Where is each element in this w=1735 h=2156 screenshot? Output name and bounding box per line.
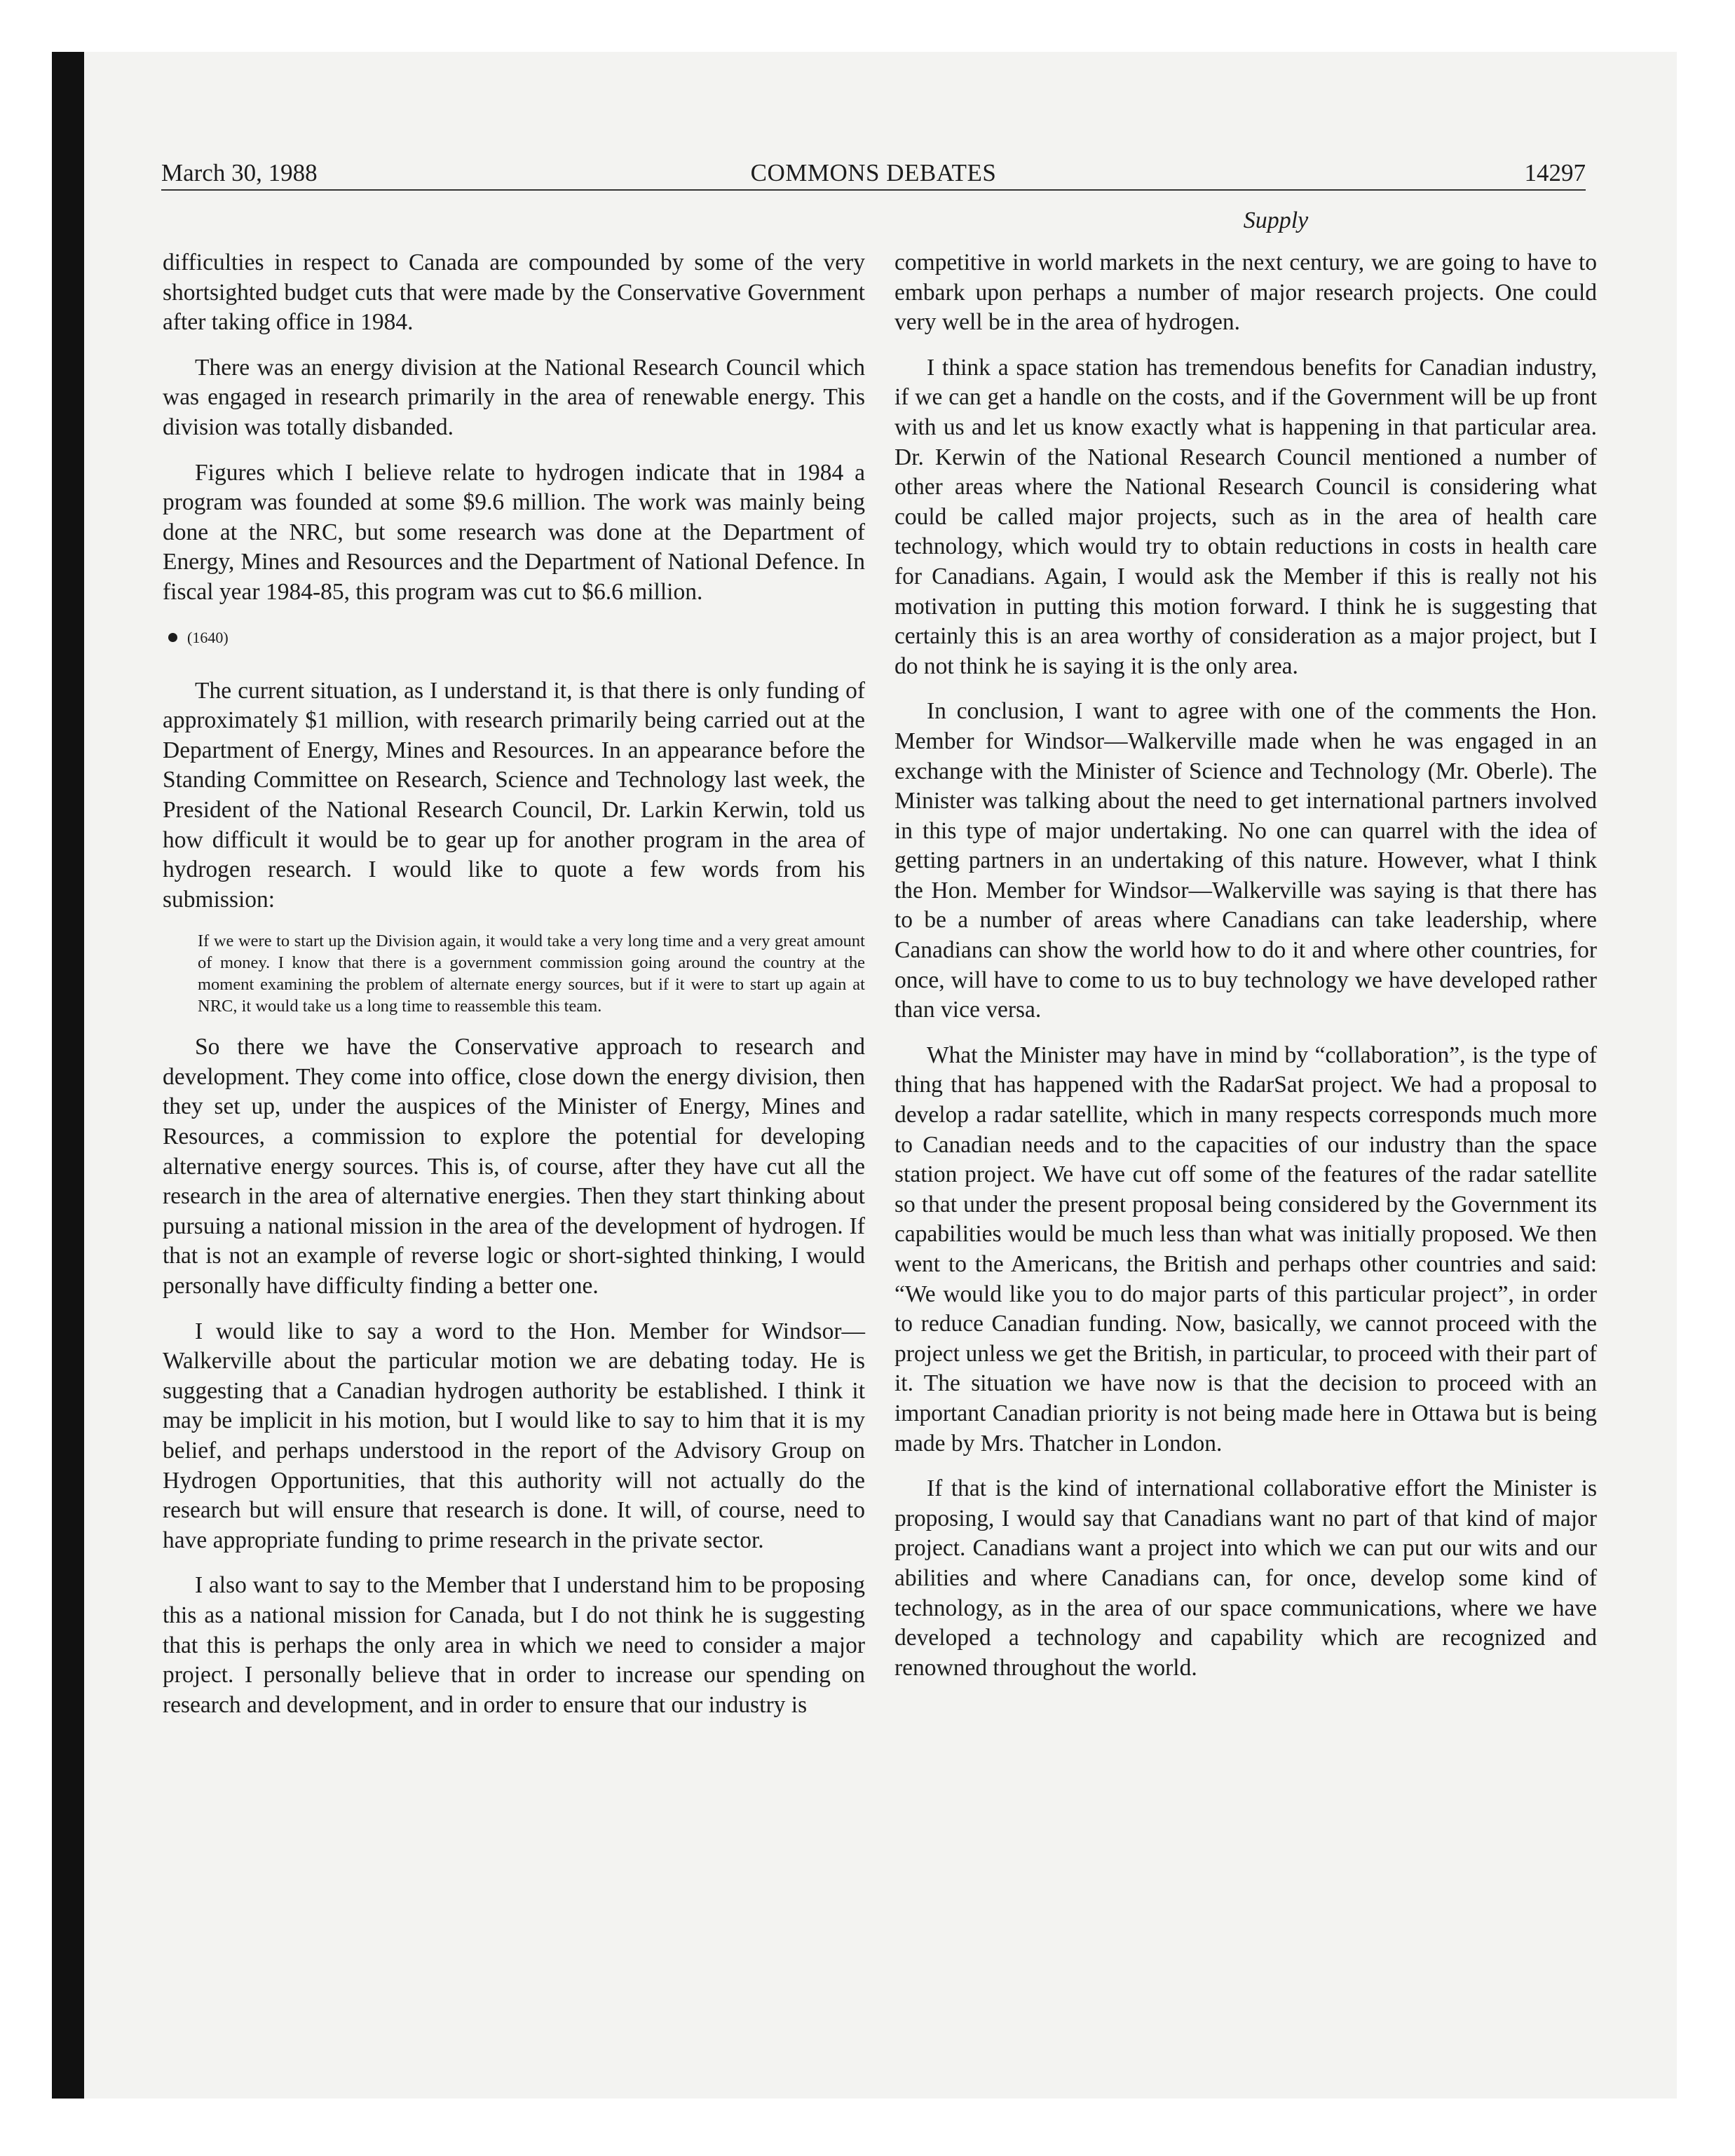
- paragraph: In conclusion, I want to agree with one of the comments the Hon. Member for Windsor—Walkerville made when he was engaged in an exchange with the Minister of Science and Technology (Mr. Oberle). The Minister was talking about the need to get international partners involved in this type of major undertaking. No one can quarrel with the idea of getting partners in an undertaking of this nature. However, what I think the Hon. Member for Windsor—Walkerville was saying is that there has to be a number of areas where Canadians can take leadership, where Canadians can show the world how to do it and where other countries, for once, will have to come to us to buy technology we have developed rather than vice versa.: [894, 698, 1597, 1023]
- quote-text: If we were to start up the Division again, it would take a very long time and a very great amount of money. I know that there is a government commission going around the country at the moment examining the problem of alternate energy sources, but if it were to start up again at NRC, it would take us a long time to reassemble this team.: [198, 932, 865, 1016]
- paragraph: So there we have the Conservative approach to research and development. They come into office, close down the energy division, then they set up, under the auspices of the Minister of Energy, Mines and Resources, a commission to explore the potential for developing alternative energy sources. This is, of course, after they have cut all the research in the area of alternative energies. Then they start thinking about pursuing a national mission in the area of the development of hydrogen. If that is not an example of reverse logic or short-sighted thinking, I would personally have difficulty finding a better one.: [163, 1034, 865, 1299]
- paragraph: I would like to say a word to the Hon. Member for Windsor—Walkerville about the particular motion we are debating today. He is suggesting that a Canadian hydrogen authority be established. I think it may be implicit in his motion, but I would like to say to him that it is my belief, and perhaps understood in the report of the Advisory Group on Hydrogen Opportunities, that this authority will not actually do the research but will ensure that research is done. It will, of course, need to have appropriate funding to prime research in the private sector.: [163, 1318, 865, 1553]
- section-title: Supply: [1243, 207, 1309, 233]
- header-page-number: 14297: [1524, 159, 1586, 186]
- left-column: [163, 248, 865, 1735]
- paragraph: Figures which I believe relate to hydrogen indicate that in 1984 a program was founded at some $9.6 million. The work was mainly being done at the NRC, but some research was done at the Department of Energy, Mines and Resources and the Department of National Defence. In fiscal year 1984-85, this program was cut to $6.6 million.: [163, 459, 865, 605]
- header-date: March 30, 1988: [161, 159, 318, 186]
- right-column: [894, 248, 1597, 1698]
- block-quote: [163, 930, 865, 1017]
- header-rule: [161, 189, 1586, 191]
- scan-border: [52, 52, 84, 2099]
- paragraph: I also want to say to the Member that I understand him to be proposing this as a national mission for Canada, but I do not think he is suggesting that this is perhaps the only area in which we need to consider a major project. I personally believe that in order to increase our spending on research and development, and in order to ensure that our industry is: [163, 1572, 865, 1718]
- header-journal-title: COMMONS DEBATES: [750, 159, 997, 186]
- timestamp-text: (1640): [187, 628, 229, 646]
- bullet-icon: [168, 633, 177, 642]
- paragraph: What the Minister may have in mind by “collaboration”, is the type of thing that has happened with the RadarSat project. We had a proposal to develop a radar satellite, which in many respects corresponds much more to Canadian needs and to the capacities of our industry than the space station project. We have cut off some of the features of the radar satellite so that under the present proposal being considered by the Government its capabilities would be much less than what was initially proposed. We then went to the Americans, the British and perhaps other countries and said: “We would like you to do major parts of this particular project”, in order to reduce Canadian funding. Now, basically, we cannot proceed with the project unless we get the British, in particular, to proceed with their part of it. The situation we have now is that the decision to proceed with an important Canadian priority is not being made here in Ottawa but is being made by Mrs. Thatcher in London.: [894, 1042, 1597, 1456]
- paragraph: competitive in world markets in the next century, we are going to have to embark upon perhaps a number of major research projects. One could very well be in the area of hydrogen.: [894, 250, 1597, 336]
- timestamp-marker: [163, 623, 865, 653]
- paragraph: If that is the kind of international collaborative effort the Minister is proposing, I would say that Canadians want no part of that kind of major project. Canadians want a project into which we can put our wits and our abilities and where Canadians can, for once, develop some kind of technology, as in the area of our space communications, where we have developed a technology and capability which are recognized and renowned throughout the world.: [894, 1475, 1597, 1681]
- page-header: [161, 156, 1586, 191]
- paragraph: difficulties in respect to Canada are compounded by some of the very shortsighted budget cuts that were made by the Conservative Government after taking office in 1984.: [163, 250, 865, 336]
- paragraph: The current situation, as I understand it, is that there is only funding of approximately $1 million, with research primarily being carried out at the Department of Energy, Mines and Resources. In an appearance before the Standing Committee on Research, Science and Technology last week, the President of the National Research Council, Dr. Larkin Kerwin, told us how difficult it would be to gear up for another program in the area of hydrogen research. I would like to quote a few words from his submission:: [163, 677, 865, 913]
- paragraph: I think a space station has tremendous benefits for Canadian industry, if we can get a handle on the costs, and if the Government will be up front with us and let us know exactly what is happening in that particular area. Dr. Kerwin of the National Research Council mentioned a number of other areas where the National Research Council is considering what could be called major projects, such as in the area of health care technology, which would try to obtain reductions in costs in health care for Canadians. Again, I would ask the Member if this is really not his motivation in putting this motion forward. I think he is suggesting that certainly this is an area worthy of consideration as a major project, but I do not think he is saying it is the only area.: [894, 354, 1597, 679]
- paragraph: There was an energy division at the National Research Council which was engaged in research primarily in the area of renewable energy. This division was totally disbanded.: [163, 354, 865, 440]
